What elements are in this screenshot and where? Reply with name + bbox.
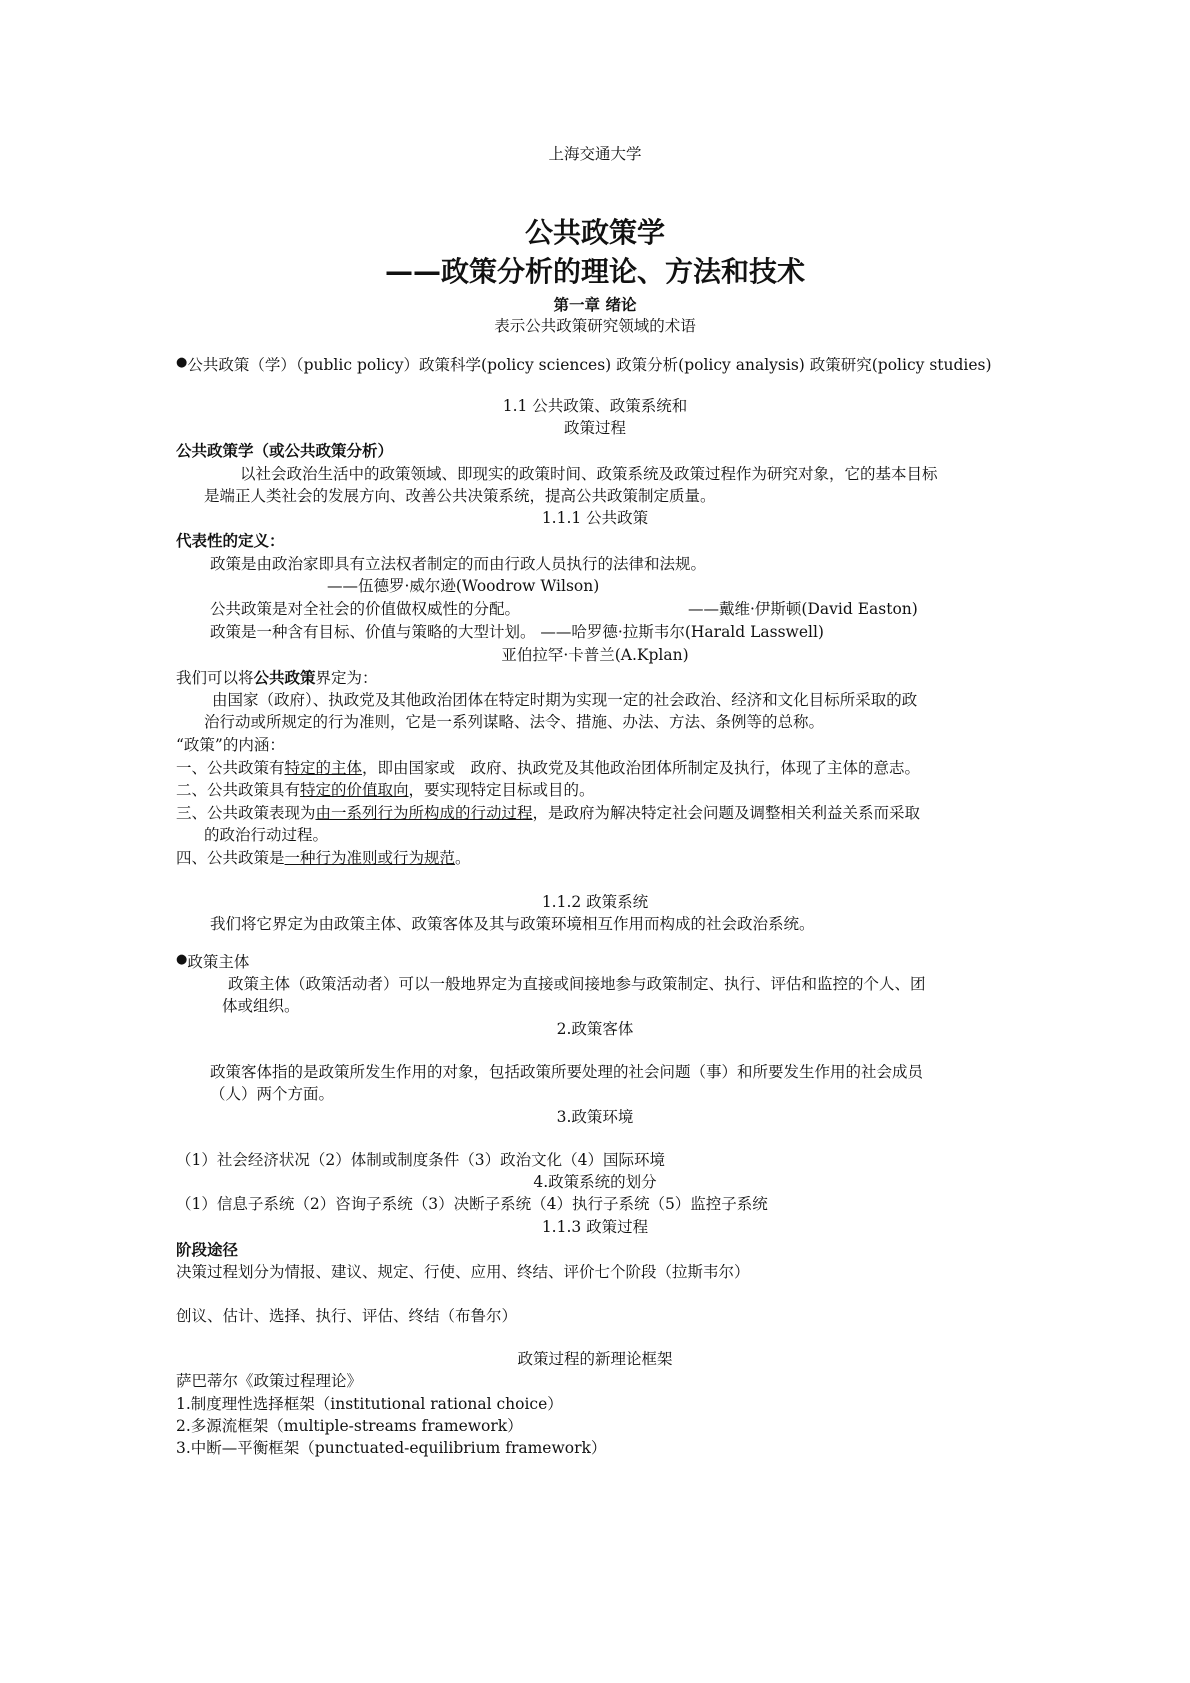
definition: 公共政策是对全社会的价值做权威性的分配。 xyxy=(210,600,521,618)
bullet-icon: ● xyxy=(176,952,188,967)
list-item: 2.多源流框架（multiple-streams framework） xyxy=(176,1417,523,1435)
terms-line xyxy=(176,353,992,375)
section-heading: 政策过程的新理论框架 xyxy=(517,1350,673,1368)
attribution: ——伍德罗·威尔逊(Woodrow Wilson) xyxy=(327,577,600,595)
paragraph: 决策过程划分为情报、建议、规定、行使、应用、终结、评价七个阶段（拉斯韦尔） xyxy=(176,1263,750,1281)
list-item xyxy=(176,758,920,778)
text: 一、公共政策有 xyxy=(176,759,285,777)
text: 界定为： xyxy=(315,669,378,687)
paragraph: 由国家（政府）、执政党及其他政治团体在特定时期为实现一定的社会政治、经济和文化目标所采取的政 xyxy=(212,691,918,709)
doc-subtitle: ——政策分析的理论、方法和技术 xyxy=(384,255,805,288)
section-heading: 1.1.1 公共政策 xyxy=(541,509,649,527)
list-item xyxy=(176,803,920,823)
list-item xyxy=(176,780,595,800)
paragraph: 我们将它界定为由政策主体、政策客体及其与政策环境相互作用而构成的社会政治系统。 xyxy=(210,915,815,933)
bold-heading: 阶段途径 xyxy=(176,1241,239,1259)
definition: 政策是由政治家即具有立法权者制定的而由行政人员执行的法律和法规。 xyxy=(210,555,707,573)
section-heading: 4.政策系统的划分 xyxy=(533,1173,657,1191)
paragraph: 政策客体指的是政策所发生作用的对象，包括政策所要处理的社会问题（事）和所要发生作用的社会成员 xyxy=(210,1063,924,1081)
paragraph: 体或组织。 xyxy=(222,997,300,1015)
text: 我们可以将 xyxy=(176,669,254,687)
underlined-text: 由一系列行为所构成的行动过程 xyxy=(315,804,533,822)
section-heading: 1.1.3 政策过程 xyxy=(541,1218,649,1236)
paragraph: （1）信息子系统（2）咨询子系统（3）决断子系统（4）执行子系统（5）监控子系统 xyxy=(176,1195,768,1213)
paragraph: （人）两个方面。 xyxy=(210,1085,335,1103)
paragraph: 治行动或所规定的行为准则，它是一系列谋略、法令、措施、办法、方法、条例等的总称。 xyxy=(204,713,825,731)
underlined-text: 特定的主体 xyxy=(284,759,363,777)
section-heading: 3.政策环境 xyxy=(556,1108,634,1126)
paragraph: 政策主体（政策活动者）可以一般地界定为直接或间接地参与政策制定、执行、评估和监控的个人、团 xyxy=(228,975,926,993)
bold-heading: 代表性的定义： xyxy=(176,532,285,550)
section-heading: 1.1.2 政策系统 xyxy=(541,893,649,911)
paragraph: （1）社会经济状况（2）体制或制度条件（3）政治文化（4）国际环境 xyxy=(176,1151,665,1169)
list-item-cont: 的政治行动过程。 xyxy=(204,826,329,844)
paragraph: 以社会政治生活中的政策领域、即现实的政策时间、政策系统及政策过程作为研究对象，它的基本目标 xyxy=(240,465,938,483)
text: ，是政府为解决特定社会问题及调整相关利益关系而采取 xyxy=(532,804,921,822)
underlined-text: 特定的价值取向 xyxy=(300,781,409,799)
definition: 政策是一种含有目标、价值与策略的大型计划。 ——哈罗德·拉斯韦尔(Harald Lasswell) xyxy=(210,623,824,641)
list-item: 3.中断—平衡框架（punctuated-equilibrium framework） xyxy=(176,1439,607,1457)
attribution: 亚伯拉罕·卡普兰(A.Kplan) xyxy=(501,646,689,664)
section-heading: 政策过程 xyxy=(563,419,626,437)
bullet-icon: ● xyxy=(176,355,188,370)
chapter-subtitle: 表示公共政策研究领域的术语 xyxy=(494,317,696,335)
paragraph: 萨巴蒂尔《政策过程理论》 xyxy=(176,1372,363,1390)
paragraph xyxy=(176,668,378,688)
page-header: 上海交通大学 xyxy=(548,145,642,163)
bold-text: 公共政策 xyxy=(253,669,316,687)
underlined-text: 一种行为准则或行为规范 xyxy=(284,849,456,867)
section-heading: 1.1 公共政策、政策系统和 xyxy=(502,397,688,415)
list-item xyxy=(176,848,471,868)
text: 三、公共政策表现为 xyxy=(176,804,316,822)
text: ，即由国家或 政府、执政党及其他政治团体所制定及执行，体现了主体的意志。 xyxy=(362,759,921,777)
terms-text: 公共政策（学）（public policy）政策科学(policy sciences) 政策分析(policy analysis) 政策研究(policy studies) xyxy=(187,356,992,374)
bullet-heading xyxy=(176,950,249,972)
bold-heading: 公共政策学（或公共政策分析） xyxy=(176,442,394,460)
paragraph: 创议、估计、选择、执行、评估、终结（布鲁尔） xyxy=(176,1307,518,1325)
text: 。 xyxy=(455,849,471,867)
text: ，要实现特定目标或目的。 xyxy=(408,781,595,799)
paragraph: 是端正人类社会的发展方向、改善公共决策系统，提高公共政策制定质量。 xyxy=(204,487,716,505)
doc-title: 公共政策学 xyxy=(524,216,665,249)
attribution: ——戴维·伊斯顿(David Easton) xyxy=(688,600,918,618)
chapter-title: 第一章 绪论 xyxy=(553,296,637,314)
label: “政策”的内涵： xyxy=(176,736,285,754)
text: 政策主体 xyxy=(187,953,250,971)
section-heading: 2.政策客体 xyxy=(556,1020,634,1038)
text: 二、公共政策具有 xyxy=(176,781,301,799)
text: 四、公共政策是 xyxy=(176,849,285,867)
list-item: 1.制度理性选择框架（institutional rational choice） xyxy=(176,1395,563,1413)
